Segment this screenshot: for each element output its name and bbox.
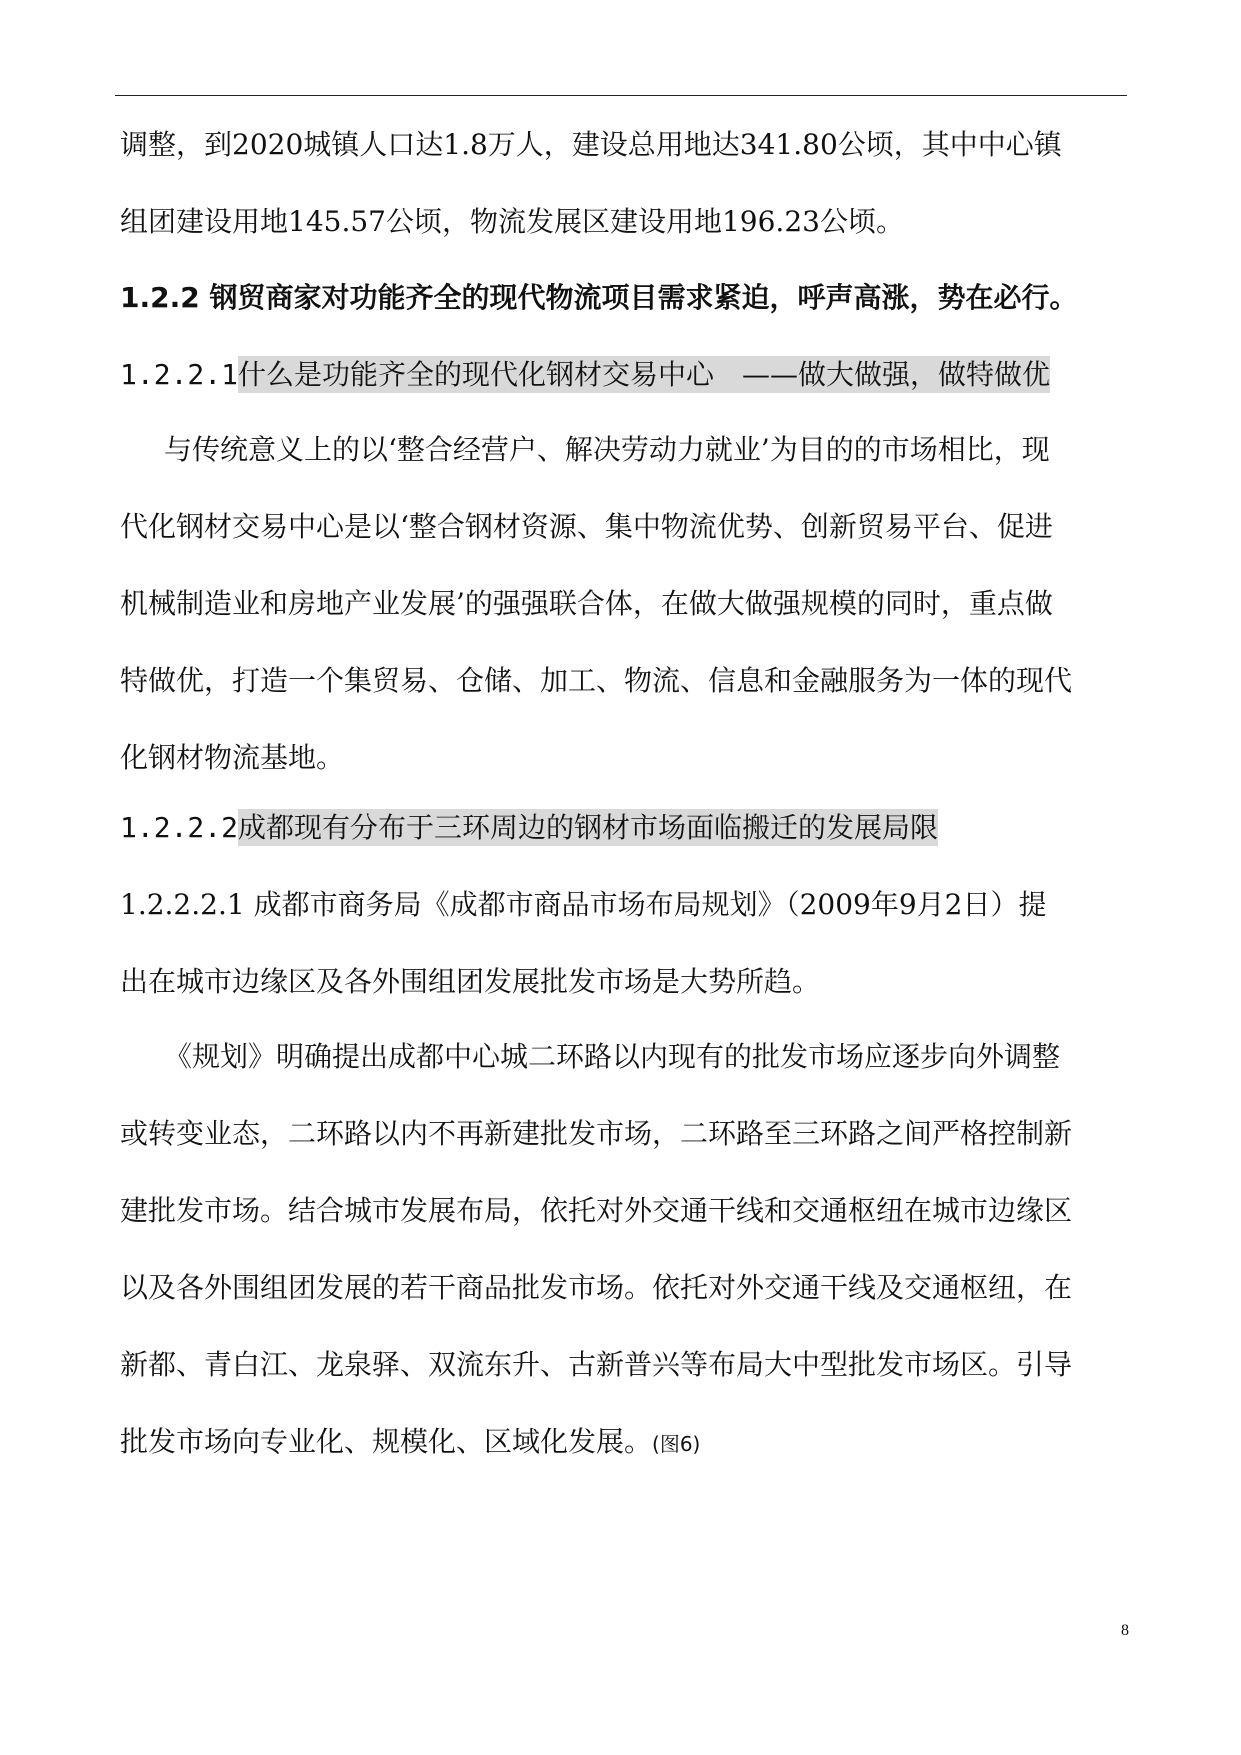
- paragraph-line: 特做优，打造一个集贸易、仓储、加工、物流、信息和金融服务为一体的现代: [120, 664, 1073, 697]
- paragraph-line: [120, 1427, 1072, 1459]
- section-number: 1.2.2.2: [120, 811, 239, 844]
- paragraph-line: 1.2.2.2.1 成都市商务局《成都市商品市场布局规划》（2009年9月2日）提: [120, 888, 1047, 921]
- paragraph-line: 化钢材物流基地。: [120, 741, 345, 774]
- paragraph-modern-center: [120, 435, 1072, 820]
- paragraph-line: 出在城市边缘区及各外围组团发展批发市场是大势所趋。: [120, 965, 821, 998]
- page-number: 8: [1121, 1622, 1129, 1639]
- paragraph-planning-reference: [120, 890, 1046, 1044]
- paragraph-text: 批发市场向专业化、规模化、区域化发展。: [120, 1425, 653, 1458]
- section-heading-1-2-2: 1.2.2 钢贸商家对功能齐全的现代物流项目需求紧迫，呼声高涨，势在必行。: [120, 281, 1078, 314]
- figure-reference: (图6): [652, 1432, 701, 1456]
- paragraph-line: 代化钢材交易中心是以‘整合钢材资源、集中物流优势、创新贸易平台、促进: [120, 510, 1053, 543]
- paragraph-line: 建批发市场。结合城市发展布局，依托对外交通干线和交通枢纽在城市边缘区: [120, 1194, 1073, 1227]
- paragraph-line: 新都、青白江、龙泉驿、双流东升、古新普兴等布局大中型批发市场区。引导: [120, 1348, 1073, 1381]
- section-title-highlighted: 成都现有分布于三环周边的钢材市场面临搬迁的发展局限: [238, 811, 939, 844]
- section-title-highlighted: 什么是功能齐全的现代化钢材交易中心 ——做大做强，做特做优: [238, 358, 1051, 391]
- section-heading-1-2-2-1: [120, 360, 1050, 390]
- section-number: 1.2.2.1: [120, 358, 239, 391]
- paragraph-line: 或转变业态，二环路以内不再新建批发市场，二环路至三环路之间严格控制新: [120, 1117, 1073, 1150]
- paragraph-line: 《规划》明确提出成都中心城二环路以内现有的批发市场应逐步向外调整: [164, 1040, 1061, 1073]
- paragraph-population-line1: 调整，到2020城镇人口达1.8万人，建设总用地达341.80公顷，其中中心镇: [120, 128, 1062, 161]
- header-rule: [115, 95, 1127, 96]
- paragraph-line: 与传统意义上的以‘整合经营户、解决劳动力就业’为目的的市场相比，现: [164, 433, 1050, 466]
- paragraph-planning-details: [120, 1042, 1072, 1506]
- paragraph-population-line2: 组团建设用地145.57公顷，物流发展区建设用地196.23公顷。: [120, 205, 904, 238]
- section-heading-1-2-2-2: [120, 813, 938, 843]
- paragraph-line: 以及各外围组团发展的若干商品批发市场。依托对外交通干线及交通枢纽，在: [120, 1271, 1073, 1304]
- paragraph-line: 机械制造业和房地产业发展’的强强联合体，在做大做强规模的同时，重点做: [120, 587, 1053, 620]
